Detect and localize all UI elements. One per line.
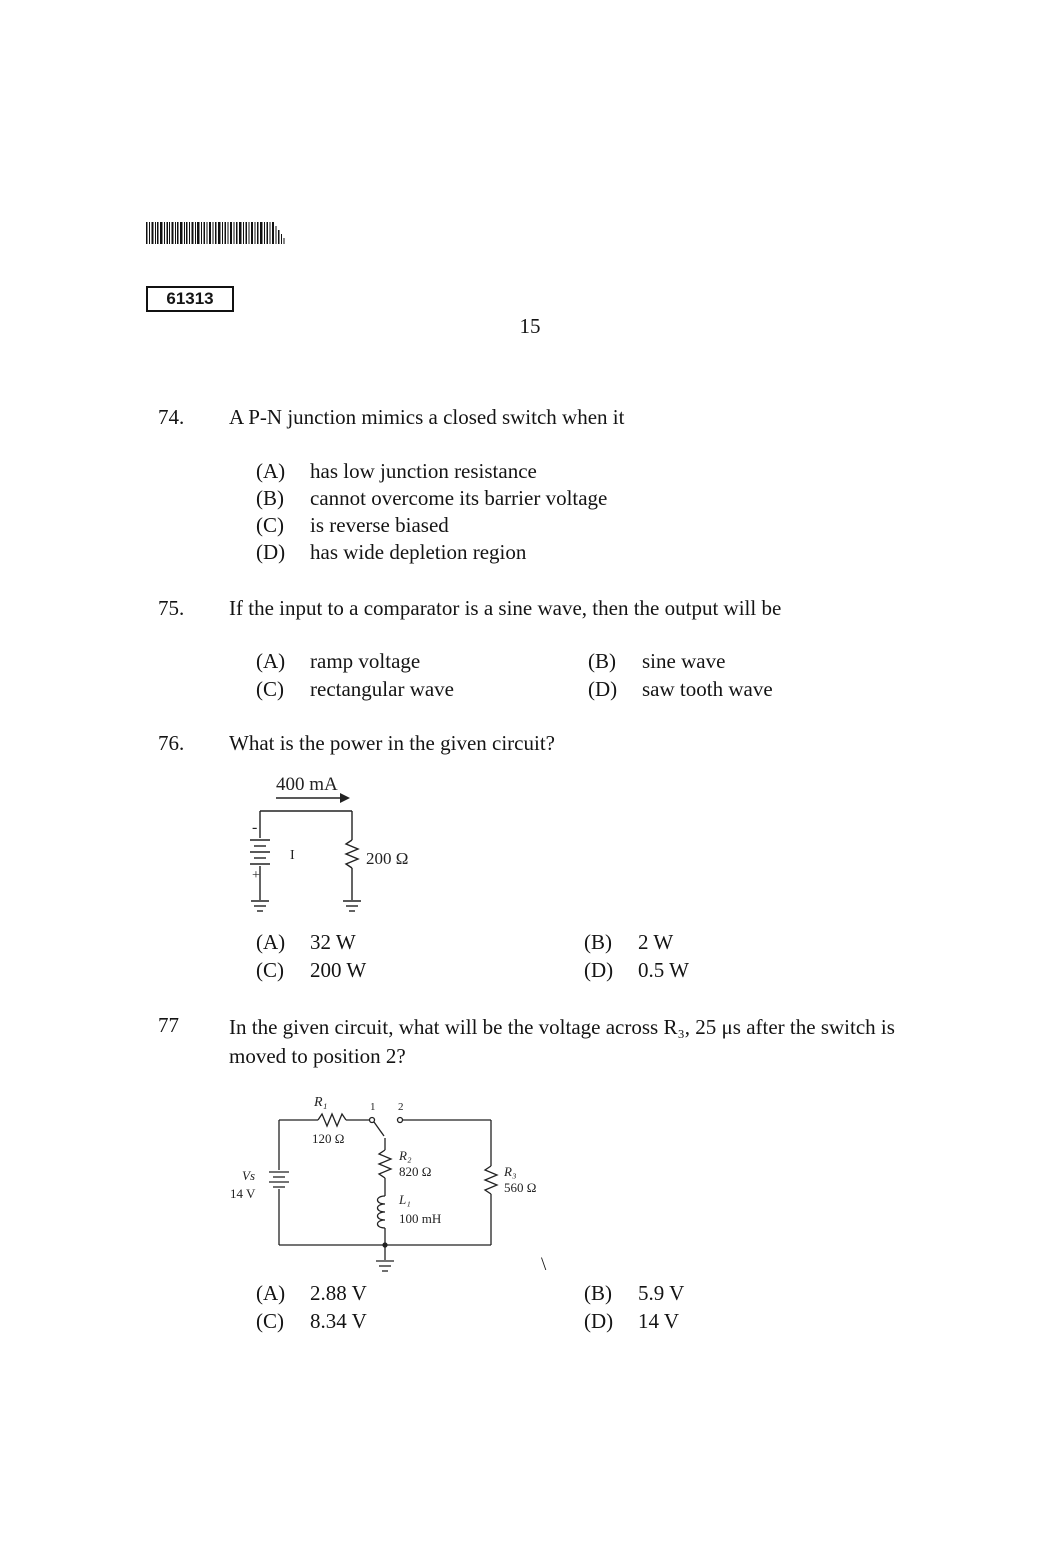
option	[588, 649, 725, 674]
option	[584, 930, 673, 955]
barcode	[146, 222, 286, 244]
option-text: 32 W	[310, 930, 356, 954]
option-label: (B)	[256, 486, 284, 510]
l1-value: 100 mH	[399, 1211, 442, 1226]
option-label: (D)	[584, 1309, 614, 1333]
question-text: What is the power in the given circuit?	[229, 731, 555, 755]
option-label: (A)	[256, 930, 286, 954]
r2-value: 820 Ω	[399, 1164, 432, 1179]
svg-text:-: -	[252, 819, 258, 836]
option-label: (A)	[256, 459, 286, 483]
option	[256, 513, 449, 538]
svg-text:+: +	[252, 868, 260, 883]
option-label: (B)	[584, 1281, 612, 1305]
option-label: (D)	[584, 958, 614, 982]
question-number: 74.	[158, 405, 185, 429]
option	[256, 930, 356, 955]
question-number: 77	[158, 1013, 179, 1037]
question-number: 76.	[158, 731, 185, 755]
option	[588, 677, 773, 702]
option-text: has wide depletion region	[310, 540, 527, 564]
option-label: (A)	[256, 1281, 286, 1305]
option	[256, 486, 607, 511]
option-label: (B)	[584, 930, 612, 954]
option-text: sine wave	[642, 649, 726, 673]
option-label: (C)	[256, 1309, 284, 1333]
resistance-label: 200 Ω	[366, 849, 409, 868]
option	[584, 1281, 684, 1306]
circuit-diagram-76	[240, 768, 440, 920]
svg-text:I: I	[290, 848, 295, 863]
option-text: cannot overcome its barrier voltage	[310, 486, 608, 510]
question-text: In the given circuit, what will be the voltage across R₃, 25 μs after the switch is moved to position 2?	[229, 1015, 895, 1068]
vs-value: 14 V	[230, 1186, 256, 1201]
option-text: 200 W	[310, 958, 367, 982]
r1-value: 120 Ω	[312, 1131, 345, 1146]
option	[256, 677, 454, 702]
question-text: If the input to a comparator is a sine wave, then the output will be	[229, 596, 782, 620]
option-label: (C)	[256, 958, 284, 982]
option-label: (B)	[588, 649, 616, 673]
option	[256, 459, 537, 484]
option-text: 8.34 V	[310, 1309, 367, 1333]
switch-pos-1: 1	[370, 1101, 376, 1113]
option-text: 2.88 V	[310, 1281, 367, 1305]
option-text: 2 W	[638, 930, 674, 954]
paper-code: 61313	[166, 289, 214, 308]
switch-pos-2: 2	[398, 1101, 404, 1113]
option-text: 14 V	[638, 1309, 680, 1333]
option-label: (D)	[588, 677, 618, 701]
option-text: 0.5 W	[638, 958, 689, 982]
option	[256, 958, 366, 983]
option-text: is reverse biased	[310, 513, 449, 537]
l1-name: L₁	[399, 1192, 411, 1207]
option	[256, 1309, 367, 1334]
option-text: rectangular wave	[310, 677, 454, 701]
option-label: (C)	[256, 677, 284, 701]
option-label: (D)	[256, 540, 286, 564]
option-label: (A)	[256, 649, 286, 673]
question-number: 75.	[158, 596, 185, 620]
question-text: A P-N junction mimics a closed switch when it	[229, 405, 625, 429]
option-text: ramp voltage	[310, 649, 421, 673]
option	[256, 1281, 367, 1306]
r2-name: R₂	[399, 1148, 412, 1163]
option	[256, 649, 420, 674]
current-label: 400 mA	[276, 774, 338, 795]
option	[256, 540, 526, 565]
option-text: has low junction resistance	[310, 459, 537, 483]
vs-name: Vs	[242, 1168, 255, 1183]
r3-name: R₃	[504, 1164, 517, 1179]
stray-mark: \	[541, 1254, 547, 1275]
page-number: 15	[519, 314, 541, 338]
option-text: saw tooth wave	[642, 677, 773, 701]
option	[584, 958, 689, 983]
r3-value: 560 Ω	[504, 1180, 537, 1195]
r1-name: R₁	[314, 1095, 328, 1110]
arrow-head-icon	[340, 793, 350, 803]
option-label: (C)	[256, 513, 284, 537]
option-text: 5.9 V	[638, 1281, 685, 1305]
paper-code-box	[146, 286, 234, 312]
option	[584, 1309, 679, 1334]
circuit-diagram-77	[224, 1088, 564, 1280]
